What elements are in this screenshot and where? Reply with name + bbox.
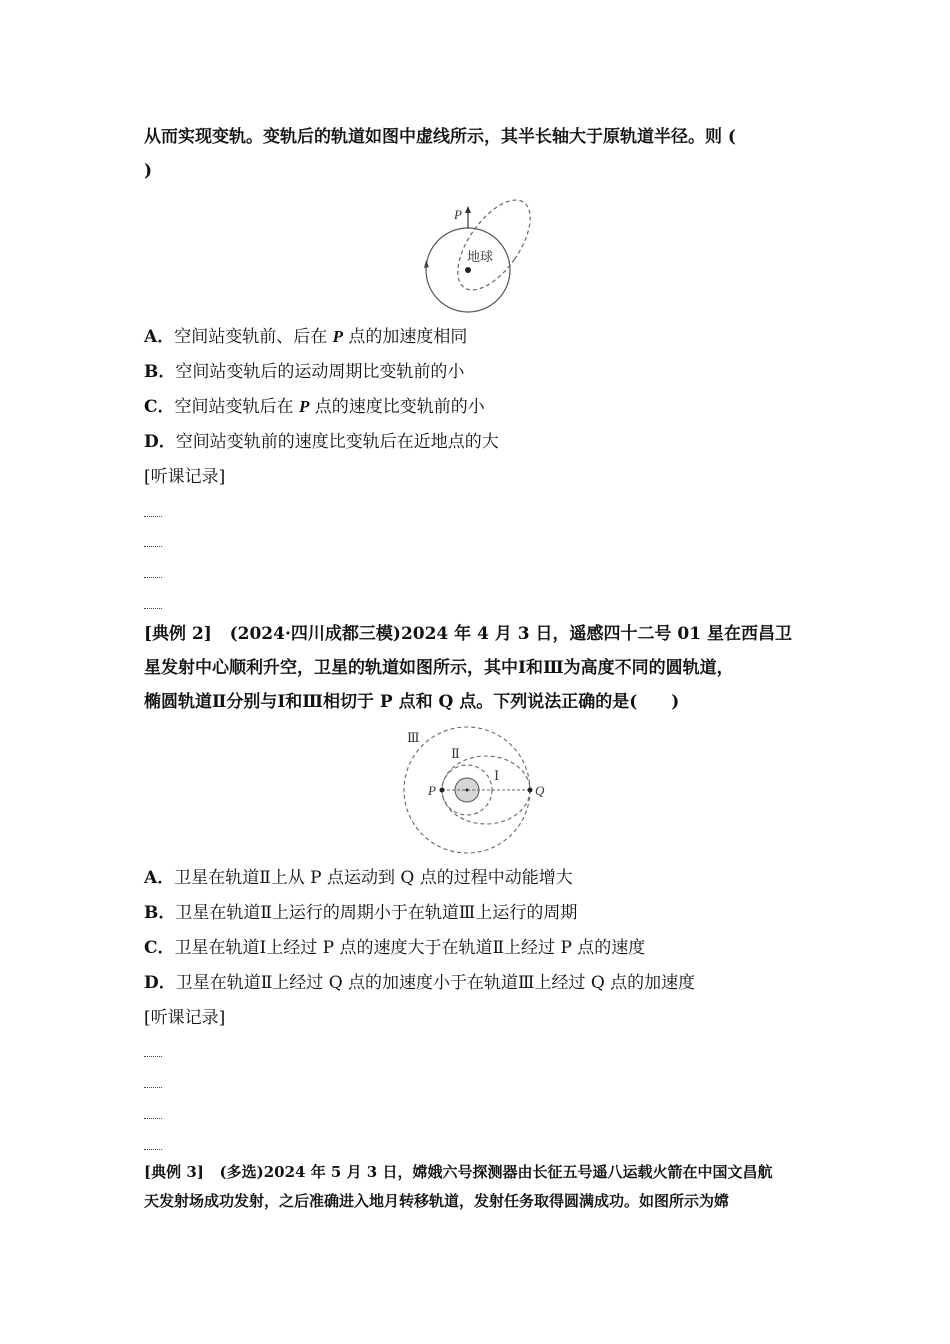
q3-line2: 天发射场成功发射，之后准确进入地月转移轨道，发射任务取得圆满成功。如图所示为嫦 [144,1192,730,1210]
q2-line1: [典例 2] (2024·四川成都三模)2024 年 4 月 3 日，遥感四十二号 01 星在西昌卫 [144,624,792,644]
q1-option-d: D．空间站变轨前的速度比变轨后在近地点的大 [144,432,499,452]
q2-record-label: [听课记录] [144,1008,226,1028]
q1-intro-line1: 从而实现变轨。变轨后的轨道如图中虚线所示，其半长轴大于原轨道半径。则 ( [144,127,736,147]
q3-tag: [典例 3] [144,1163,204,1181]
q2-source: (2024·四川成都三模) [229,624,401,644]
note-line [144,516,162,517]
earth-dot [465,267,471,273]
label-ii: Ⅱ [451,746,460,761]
note-line [144,546,162,547]
q2-tag: [典例 2] [144,624,212,644]
q2-option-b: B．卫星在轨道Ⅱ上运行的周期小于在轨道Ⅲ上运行的周期 [144,903,578,923]
note-line [144,1087,162,1088]
q2-option-d: D．卫星在轨道Ⅱ上经过 Q 点的加速度小于在轨道Ⅲ上经过 Q 点的加速度 [144,973,696,993]
label-p: P [428,783,436,798]
q2-orbit-figure [395,722,555,857]
q1-option-a: A．空间站变轨前、后在 P 点的加速度相同 [144,327,468,347]
q3-source: (多选) [219,1163,264,1181]
q1-record-label: [听课记录] [144,467,226,487]
q2-line3: 椭圆轨道Ⅱ分别与Ⅰ和Ⅲ相切于 P 点和 Q 点。下列说法正确的是( ) [144,692,680,712]
note-line [144,608,162,609]
label-iii: Ⅲ [407,730,420,745]
q2-line2: 星发射中心顺利升空，卫星的轨道如图所示，其中Ⅰ和Ⅲ为高度不同的圆轨道， [144,658,734,678]
orbit-direction-arrow [424,260,429,268]
label-earth: 地球 [467,249,494,264]
planet-center [466,789,469,792]
label-p: P [454,207,462,222]
p-arrow-head [465,206,471,213]
note-line [144,577,162,578]
q1-intro-line2: ) [144,161,153,181]
note-line [144,1056,162,1057]
q1-option-c: C．空间站变轨后在 P 点的速度比变轨前的小 [144,397,485,417]
q1-orbit-figure [410,190,550,320]
q3-line1: [典例 3] (多选)2024 年 5 月 3 日，嫦娥六号探测器由长征五号遥八运载火箭在中国文昌航 [144,1163,773,1181]
q2-option-a: A．卫星在轨道Ⅱ上从 P 点运动到 Q 点的过程中动能增大 [144,868,573,888]
q1-option-b: B．空间站变轨后的运动周期比变轨前的小 [144,362,465,382]
q2-option-c: C．卫星在轨道Ⅰ上经过 P 点的速度大于在轨道Ⅱ上经过 P 点的速度 [144,938,646,958]
point-q [528,788,533,793]
label-q: Q [535,783,545,798]
note-line [144,1149,162,1150]
point-p [440,788,445,793]
note-line [144,1118,162,1119]
label-i: Ⅰ [494,768,500,783]
